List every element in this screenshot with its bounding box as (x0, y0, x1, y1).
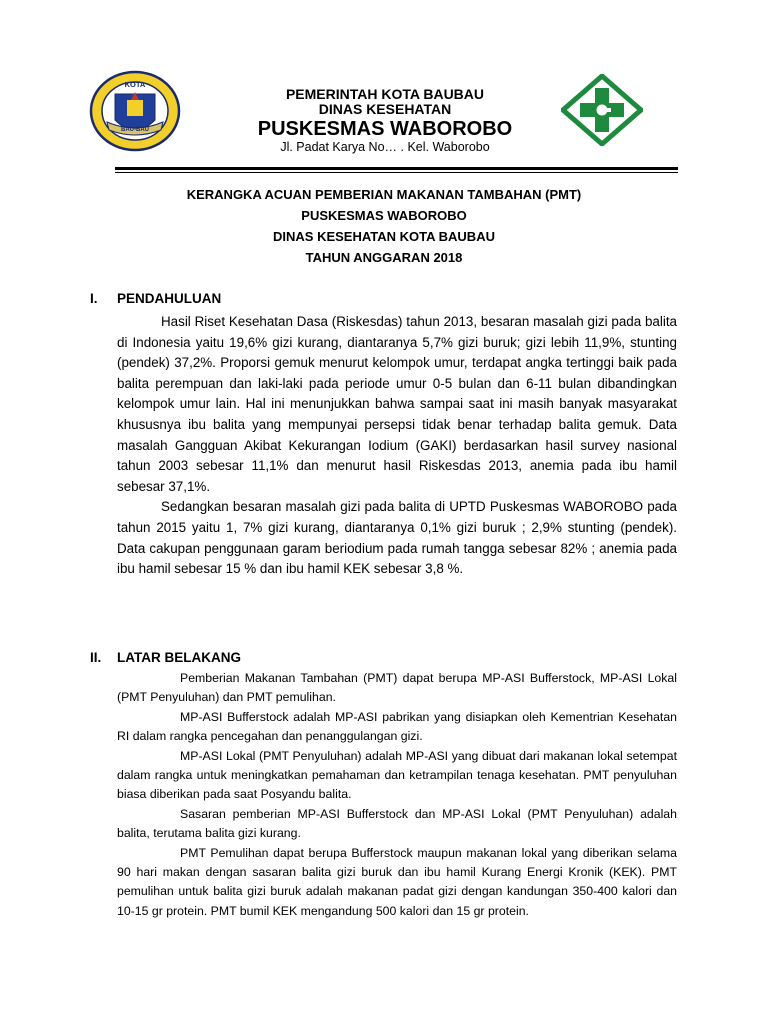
emblem-top-text: KOTA (124, 80, 146, 89)
header-government: PEMERINTAH KOTA BAUBAU (285, 86, 485, 102)
header-puskesmas: PUSKESMAS WABOROBO (257, 118, 513, 140)
kota-baubau-emblem-icon (89, 70, 181, 152)
section-1-paragraph: Hasil Riset Kesehatan Dasa (Riskesdas) tahun 2013, besaran masalah gizi pada balita di Indonesia yaitu 19,6% gizi kurang, diantaranya 5,7% gizi buruk; gizi lebih 11,9%, stunting (pendek) 37,2%. Proporsi gemuk menurut kelompok umur, terdapat angka tertinggi baik pada balita perempuan dan laki-laki pada periode umur 0-5 bulan dan 6-11 bulan dibandingkan kelompok umur lain. Hal ini menunjukkan bahwa sampai saat ini masih banyak masyarakat khususnya ibu balita yang mempunyai persepsi tidak benar terhadap balita gemuk. Data masalah Gangguan Akibat Kekurangan Iodium (GAKI) berdasarkan hasil survey nasional tahun 2003 sebesar 11,1% dan menurut hasil Riskesdas 2013, anemia pada ibu hamil sebesar 37,1%. (117, 314, 677, 494)
puskesmas-logo-icon (561, 74, 643, 146)
header-divider-thick (115, 167, 678, 170)
section-1-number: I. (90, 291, 98, 306)
section-2-paragraph: MP-ASI Lokal (PMT Penyuluhan) adalah MP-ASI yang dibuat dari makanan lokal setempat dalam rangka untuk meningkatkan pemahaman dan ketrampilan tenaga kesehatan. PMT penyuluhan biasa diberikan pada saat Posyandu balita. (117, 748, 677, 802)
header-address: Jl. Padat Karya No… . Kel. Waborobo (280, 140, 490, 154)
section-2-heading: LATAR BELAKANG (117, 650, 241, 665)
section-1-body (117, 312, 677, 580)
document-title-line-3: DINAS KESEHATAN KOTA BAUBAU (273, 229, 495, 244)
header-department: DINAS KESEHATAN (318, 101, 452, 117)
section-1-heading: PENDAHULUAN (117, 291, 222, 306)
emblem-ribbon-text: BAU-BAU (121, 127, 149, 133)
document-title-line-1: KERANGKA ACUAN PEMBERIAN MAKANAN TAMBAHAN (PMT) (186, 187, 582, 202)
section-2-paragraph: MP-ASI Bufferstock adalah MP-ASI pabrikan yang disiapkan oleh Kementrian Kesehatan RI dalam rangka pencegahan dan penanggulangan gizi. (117, 709, 677, 744)
section-2-paragraph: Pemberian Makanan Tambahan (PMT) dapat berupa MP-ASI Bufferstock, MP-ASI Lokal (PMT Penyuluhan) dan PMT pemulihan. (117, 671, 677, 705)
section-1-paragraph: Sedangkan besaran masalah gizi pada balita di UPTD Puskesmas WABOROBO pada tahun 2015 yaitu 1, 7% gizi kurang, diantaranya 0,1% gizi buruk ; 2,9% stunting (pendek). Data cakupan penggunaan garam beriodium pada rumah tangga sebesar 82% ; anemia pada ibu hamil sebesar 15 % dan ibu hamil KEK sebesar 3,8 %. (117, 499, 677, 577)
section-2-paragraph: Sasaran pemberian MP-ASI Bufferstock dan MP-ASI Lokal (PMT Penyuluhan) adalah balita, terutama balita gizi kurang. (117, 806, 677, 841)
document-title-line-4: TAHUN ANGGARAN 2018 (305, 250, 463, 265)
document-title-line-2: PUSKESMAS WABOROBO (301, 208, 467, 223)
section-2-number: II. (90, 650, 102, 665)
section-2-body (117, 669, 677, 921)
header-divider-thin (115, 172, 678, 173)
section-2-paragraph: PMT Pemulihan dapat berupa Bufferstock maupun makanan lokal yang diberikan selama 90 hari makan dengan sasaran balita gizi buruk dan ibu hamil Kurang Energi Kronik (KEK). PMT pemulihan untuk balita gizi buruk adalah makanan padat gizi dengan kandungan 350-400 kalori dan 10-15 gr protein. PMT bumil KEK mengandung 500 kalori dan 15 gr protein. (117, 845, 677, 918)
